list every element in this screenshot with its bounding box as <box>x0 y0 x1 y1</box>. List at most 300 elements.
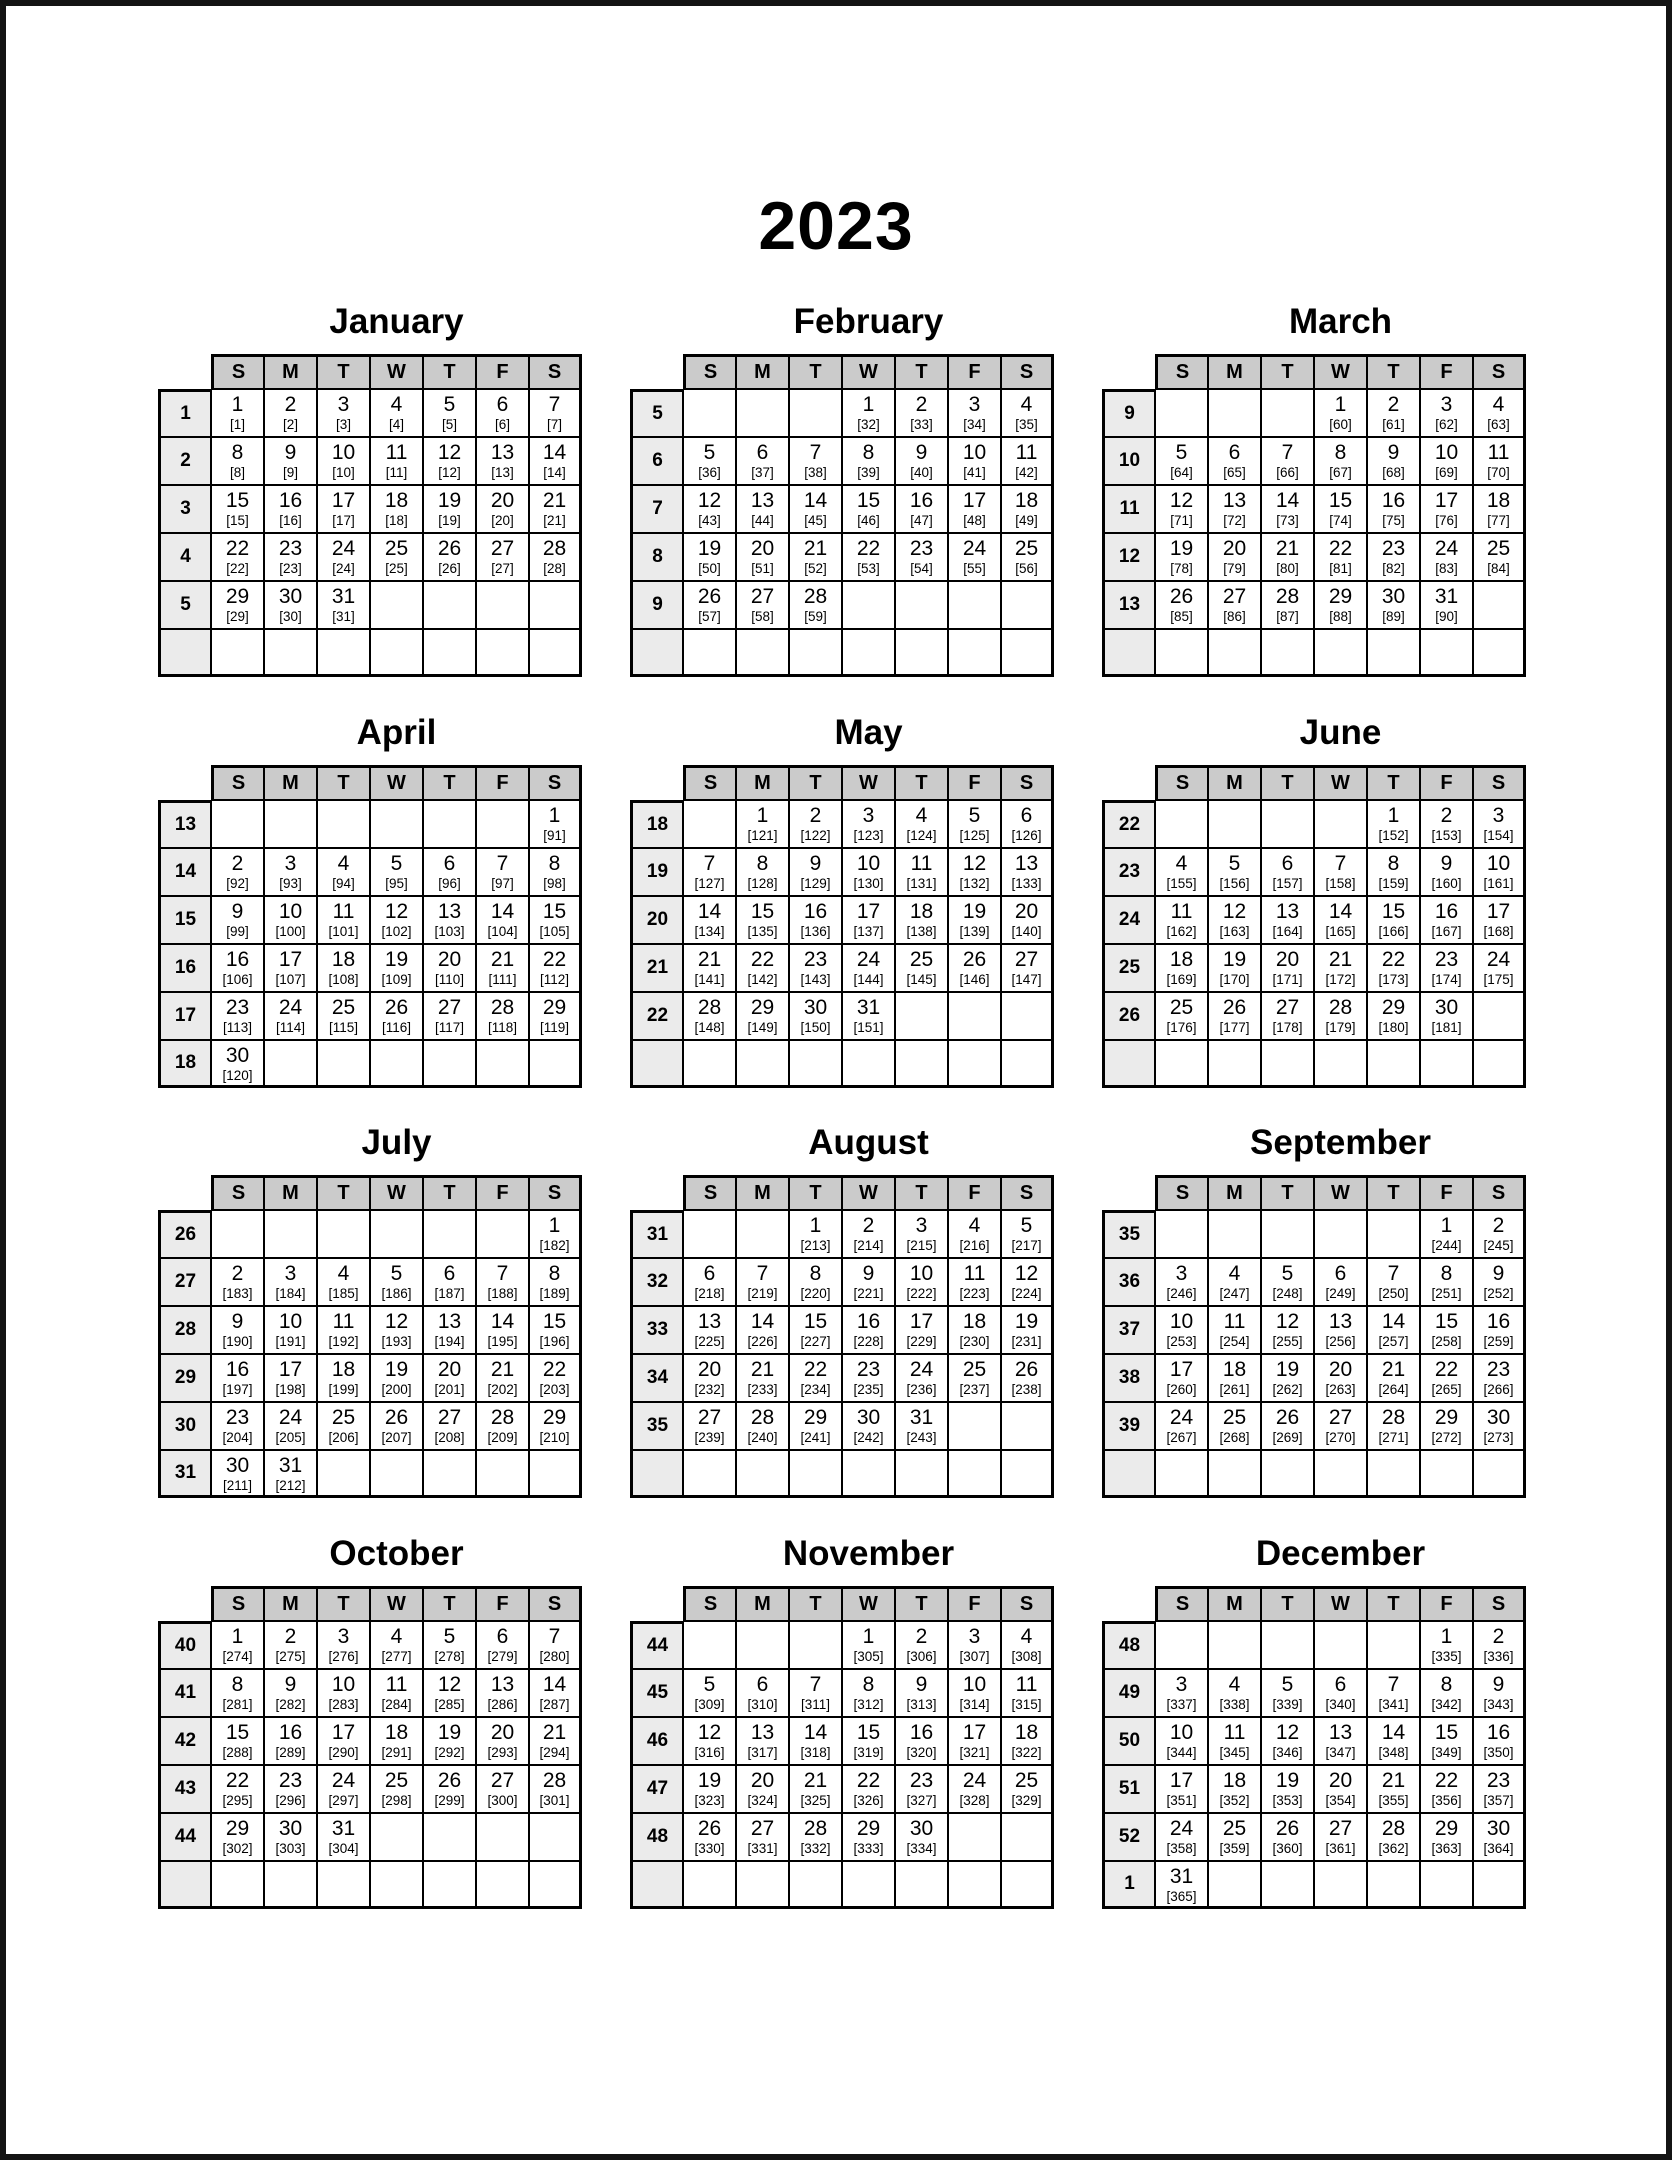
day-cell <box>317 800 370 848</box>
day-cell <box>1155 848 1208 896</box>
day-cell <box>895 1765 948 1813</box>
day-number: 16 <box>909 489 934 512</box>
day-cell <box>317 485 370 533</box>
day-cell <box>529 800 582 848</box>
day-of-year: [92] <box>226 876 249 891</box>
day-of-year: [330] <box>694 1841 725 1856</box>
day-cell <box>1473 533 1526 581</box>
day-cell <box>1155 1861 1208 1909</box>
day-of-year: [295] <box>222 1793 253 1808</box>
day-cell <box>842 1040 895 1088</box>
day-header-cell: S <box>1001 1175 1054 1210</box>
day-number: 27 <box>1275 996 1300 1019</box>
day-number: 25 <box>331 1406 356 1429</box>
day-number: 4 <box>915 804 928 827</box>
day-header-cell: F <box>948 765 1001 800</box>
day-cell <box>736 1210 789 1258</box>
day-cell <box>264 1210 317 1258</box>
corner-spacer <box>158 1586 211 1621</box>
day-cell <box>1208 485 1261 533</box>
day-cell <box>317 1402 370 1450</box>
day-cell <box>317 389 370 437</box>
day-cell <box>683 800 736 848</box>
day-of-year: [13] <box>491 465 514 480</box>
day-number: 11 <box>1223 1721 1246 1744</box>
day-cell <box>948 896 1001 944</box>
day-cell <box>476 485 529 533</box>
day-number: 7 <box>756 1262 769 1285</box>
day-cell <box>1261 992 1314 1040</box>
day-cell <box>736 1669 789 1717</box>
day-of-year: [27] <box>491 561 514 576</box>
day-of-year: [340] <box>1325 1697 1356 1712</box>
day-header-cell: T <box>895 354 948 389</box>
day-cell <box>948 1813 1001 1861</box>
day-of-year: [17] <box>332 513 355 528</box>
day-number: 14 <box>542 1673 567 1696</box>
day-cell <box>1261 1450 1314 1498</box>
day-of-year: [361] <box>1325 1841 1356 1856</box>
day-number: 19 <box>1275 1358 1300 1381</box>
day-of-year: [358] <box>1166 1841 1197 1856</box>
day-cell <box>1420 1258 1473 1306</box>
day-number: 6 <box>496 1625 509 1648</box>
day-cell <box>423 1813 476 1861</box>
day-cell <box>1314 1354 1367 1402</box>
week-number-cell: 4 <box>158 533 211 581</box>
day-cell <box>476 629 529 677</box>
day-cell <box>789 581 842 629</box>
day-cell <box>1367 437 1420 485</box>
day-of-year: [307] <box>959 1649 990 1664</box>
day-cell <box>1473 389 1526 437</box>
day-cell <box>1208 1669 1261 1717</box>
month-grid <box>1102 354 1526 677</box>
day-of-year: [19] <box>438 513 461 528</box>
day-of-year: [322] <box>1011 1745 1042 1760</box>
day-number: 5 <box>390 852 403 875</box>
day-number: 12 <box>437 1673 462 1696</box>
month-block-january <box>158 302 582 677</box>
day-number: 10 <box>909 1262 934 1285</box>
month-grid <box>1102 765 1526 1088</box>
day-of-year: [333] <box>853 1841 884 1856</box>
day-number: 30 <box>856 1406 881 1429</box>
day-number: 24 <box>1486 948 1511 971</box>
week-number-cell: 9 <box>630 581 683 629</box>
month-title: October <box>329 1534 464 1573</box>
day-number: 7 <box>703 852 716 875</box>
day-number: 23 <box>278 1769 303 1792</box>
day-cell <box>1367 1306 1420 1354</box>
day-header-cell: T <box>1367 354 1420 389</box>
week-number-cell: 36 <box>1102 1258 1155 1306</box>
day-number: 25 <box>1222 1817 1247 1840</box>
day-of-year: [175] <box>1483 972 1514 987</box>
day-cell <box>1208 1210 1261 1258</box>
day-cell <box>1473 437 1526 485</box>
day-number: 12 <box>1169 489 1194 512</box>
day-number: 3 <box>337 1625 350 1648</box>
day-cell <box>842 1450 895 1498</box>
day-of-year: [338] <box>1219 1697 1250 1712</box>
day-of-year: [292] <box>434 1745 465 1760</box>
day-cell <box>1001 1402 1054 1450</box>
day-of-year: [77] <box>1487 513 1510 528</box>
day-number: 27 <box>490 537 515 560</box>
day-of-year: [21] <box>543 513 566 528</box>
week-number-cell: 38 <box>1102 1354 1155 1402</box>
day-of-year: [301] <box>539 1793 570 1808</box>
day-number: 21 <box>1275 537 1300 560</box>
day-of-year: [352] <box>1219 1793 1250 1808</box>
day-number: 18 <box>1222 1358 1247 1381</box>
day-number: 1 <box>231 393 244 416</box>
day-of-year: [106] <box>222 972 253 987</box>
day-cell <box>1314 1258 1367 1306</box>
day-header-cell: S <box>1155 765 1208 800</box>
week-number-cell: 35 <box>630 1402 683 1450</box>
day-cell <box>1473 1717 1526 1765</box>
day-number: 29 <box>803 1406 828 1429</box>
day-cell <box>1261 485 1314 533</box>
day-number: 9 <box>1387 441 1400 464</box>
week-number-cell: 33 <box>630 1306 683 1354</box>
day-cell <box>683 533 736 581</box>
day-cell <box>317 1210 370 1258</box>
month-grid <box>630 1175 1054 1498</box>
day-number: 7 <box>1334 852 1347 875</box>
day-of-year: [233] <box>747 1382 778 1397</box>
day-of-year: [276] <box>328 1649 359 1664</box>
day-of-year: [154] <box>1483 828 1514 843</box>
day-number: 2 <box>1492 1214 1505 1237</box>
day-of-year: [266] <box>1483 1382 1514 1397</box>
day-number: 22 <box>1328 537 1353 560</box>
week-number-cell: 17 <box>158 992 211 1040</box>
day-cell <box>736 1621 789 1669</box>
day-of-year: [174] <box>1431 972 1462 987</box>
day-number: 26 <box>1169 585 1194 608</box>
day-of-year: [224] <box>1011 1286 1042 1301</box>
day-of-year: [166] <box>1378 924 1409 939</box>
day-number: 5 <box>1175 441 1188 464</box>
day-cell <box>1314 389 1367 437</box>
day-cell <box>529 1861 582 1909</box>
day-number: 26 <box>1222 996 1247 1019</box>
month-block-february <box>630 302 1054 677</box>
day-number: 3 <box>968 393 981 416</box>
day-cell <box>895 485 948 533</box>
day-of-year: [148] <box>694 1020 725 1035</box>
day-of-year: [186] <box>381 1286 412 1301</box>
day-of-year: [20] <box>491 513 514 528</box>
day-cell <box>1420 944 1473 992</box>
week-number-cell: 13 <box>1102 581 1155 629</box>
day-of-year: [238] <box>1011 1382 1042 1397</box>
day-number: 20 <box>750 537 775 560</box>
day-of-year: [28] <box>543 561 566 576</box>
day-number: 22 <box>225 1769 250 1792</box>
day-number: 3 <box>915 1214 928 1237</box>
day-cell <box>1001 629 1054 677</box>
day-cell <box>1420 848 1473 896</box>
day-of-year: [38] <box>804 465 827 480</box>
day-number: 22 <box>542 1358 567 1381</box>
day-cell <box>1367 1765 1420 1813</box>
day-cell <box>1155 1621 1208 1669</box>
day-of-year: [94] <box>332 876 355 891</box>
day-number: 28 <box>697 996 722 1019</box>
month-block-august <box>630 1123 1054 1498</box>
day-cell <box>211 992 264 1040</box>
day-cell <box>1208 1402 1261 1450</box>
day-cell <box>842 1306 895 1354</box>
day-number: 28 <box>1381 1817 1406 1840</box>
day-cell <box>895 1669 948 1717</box>
day-of-year: [223] <box>959 1286 990 1301</box>
day-header-cell: S <box>529 354 582 389</box>
day-of-year: [251] <box>1431 1286 1462 1301</box>
day-cell <box>211 1040 264 1088</box>
day-number: 25 <box>1169 996 1194 1019</box>
day-of-year: [34] <box>963 417 986 432</box>
week-number-cell: 12 <box>1102 533 1155 581</box>
day-cell <box>1473 1402 1526 1450</box>
day-number: 21 <box>490 1358 515 1381</box>
day-number: 29 <box>225 1817 250 1840</box>
day-number: 18 <box>331 948 356 971</box>
day-of-year: [89] <box>1382 609 1405 624</box>
day-number: 29 <box>542 1406 567 1429</box>
day-cell <box>842 944 895 992</box>
day-number: 20 <box>490 1721 515 1744</box>
day-cell <box>1367 896 1420 944</box>
day-of-year: [147] <box>1011 972 1042 987</box>
day-number: 27 <box>1014 948 1039 971</box>
day-header-cell: T <box>895 765 948 800</box>
day-number: 20 <box>437 1358 462 1381</box>
day-of-year: [203] <box>539 1382 570 1397</box>
day-number: 7 <box>809 441 822 464</box>
month-title: December <box>1255 1534 1426 1573</box>
corner-spacer <box>158 1175 211 1210</box>
day-cell <box>948 992 1001 1040</box>
day-of-year: [146] <box>959 972 990 987</box>
day-cell <box>842 1354 895 1402</box>
day-cell <box>683 1861 736 1909</box>
day-cell <box>317 1354 370 1402</box>
day-number: 9 <box>1440 852 1453 875</box>
day-of-year: [105] <box>539 924 570 939</box>
day-number: 3 <box>337 393 350 416</box>
day-number: 30 <box>1434 996 1459 1019</box>
day-cell <box>1314 437 1367 485</box>
day-cell <box>736 1402 789 1450</box>
day-header-cell: S <box>1473 765 1526 800</box>
day-cell <box>1473 1450 1526 1498</box>
day-of-year: [96] <box>438 876 461 891</box>
day-number: 10 <box>962 1673 987 1696</box>
day-cell <box>476 389 529 437</box>
day-cell <box>789 1402 842 1450</box>
day-header-cell: S <box>1473 354 1526 389</box>
day-number: 28 <box>490 1406 515 1429</box>
day-number: 26 <box>697 1817 722 1840</box>
day-header-cell: F <box>1420 354 1473 389</box>
day-cell <box>1155 1813 1208 1861</box>
day-of-year: [234] <box>800 1382 831 1397</box>
day-cell <box>264 1765 317 1813</box>
week-number-cell <box>158 629 211 677</box>
day-of-year: [136] <box>800 924 831 939</box>
day-cell <box>1155 1306 1208 1354</box>
day-cell <box>423 485 476 533</box>
day-number: 1 <box>756 804 769 827</box>
day-of-year: [67] <box>1329 465 1352 480</box>
day-cell <box>736 992 789 1040</box>
day-cell <box>948 1621 1001 1669</box>
day-of-year: [272] <box>1431 1430 1462 1445</box>
day-number: 23 <box>278 537 303 560</box>
day-cell <box>423 848 476 896</box>
day-number: 25 <box>1486 537 1511 560</box>
day-cell <box>317 1621 370 1669</box>
day-of-year: [165] <box>1325 924 1356 939</box>
day-cell <box>211 1354 264 1402</box>
day-of-year: [198] <box>275 1382 306 1397</box>
day-cell <box>1001 1717 1054 1765</box>
day-cell <box>370 800 423 848</box>
day-header-cell: S <box>211 1586 264 1621</box>
day-cell <box>1155 1717 1208 1765</box>
day-cell <box>211 1450 264 1498</box>
day-number: 22 <box>542 948 567 971</box>
day-number: 22 <box>1434 1769 1459 1792</box>
day-cell <box>423 1765 476 1813</box>
day-of-year: [101] <box>328 924 359 939</box>
day-cell <box>1001 1621 1054 1669</box>
day-of-year: [264] <box>1378 1382 1409 1397</box>
day-cell <box>211 485 264 533</box>
day-cell <box>529 629 582 677</box>
day-of-year: [57] <box>698 609 721 624</box>
day-cell <box>476 1765 529 1813</box>
day-number: 6 <box>703 1262 716 1285</box>
day-cell <box>1001 581 1054 629</box>
day-cell <box>842 1765 895 1813</box>
day-header-cell: T <box>789 765 842 800</box>
day-number: 12 <box>437 441 462 464</box>
day-of-year: [331] <box>747 1841 778 1856</box>
day-header-cell: S <box>529 1175 582 1210</box>
day-cell <box>1155 1040 1208 1088</box>
day-cell <box>423 1861 476 1909</box>
day-cell <box>317 1258 370 1306</box>
day-of-year: [248] <box>1272 1286 1303 1301</box>
day-of-year: [311] <box>800 1697 831 1712</box>
day-header-cell: W <box>842 1175 895 1210</box>
day-number: 2 <box>284 1625 297 1648</box>
day-cell <box>423 1210 476 1258</box>
day-of-year: [304] <box>328 1841 359 1856</box>
day-cell <box>1001 1258 1054 1306</box>
day-cell <box>476 1258 529 1306</box>
day-of-year: [73] <box>1276 513 1299 528</box>
day-number: 11 <box>963 1262 986 1285</box>
day-number: 2 <box>1492 1625 1505 1648</box>
day-cell <box>1208 896 1261 944</box>
day-number: 1 <box>548 1214 561 1237</box>
day-number: 12 <box>384 900 409 923</box>
day-of-year: [336] <box>1483 1649 1514 1664</box>
day-number: 29 <box>225 585 250 608</box>
day-cell <box>736 389 789 437</box>
day-cell <box>529 1258 582 1306</box>
month-title: July <box>361 1123 432 1162</box>
week-number-cell: 31 <box>630 1210 683 1258</box>
week-number-cell: 10 <box>1102 437 1155 485</box>
day-of-year: [245] <box>1483 1238 1514 1253</box>
day-number: 4 <box>337 852 350 875</box>
day-cell <box>683 1621 736 1669</box>
day-number: 3 <box>1175 1673 1188 1696</box>
day-number: 4 <box>1020 393 1033 416</box>
day-cell <box>370 1258 423 1306</box>
month-block-december <box>1102 1534 1526 1909</box>
day-number: 11 <box>332 1310 355 1333</box>
day-number: 9 <box>915 441 928 464</box>
day-of-year: [270] <box>1325 1430 1356 1445</box>
day-of-year: [24] <box>332 561 355 576</box>
day-cell <box>1155 581 1208 629</box>
day-cell <box>476 1306 529 1354</box>
day-number: 20 <box>1275 948 1300 971</box>
day-number: 16 <box>225 948 250 971</box>
day-cell <box>895 848 948 896</box>
day-of-year: [332] <box>800 1841 831 1856</box>
day-cell <box>1367 581 1420 629</box>
day-of-year: [37] <box>751 465 774 480</box>
day-cell <box>1261 581 1314 629</box>
day-cell <box>1367 1669 1420 1717</box>
day-number: 14 <box>803 489 828 512</box>
day-cell <box>895 896 948 944</box>
day-header-cell: S <box>529 1586 582 1621</box>
day-cell <box>842 1258 895 1306</box>
day-number: 29 <box>1434 1817 1459 1840</box>
day-number: 26 <box>1275 1406 1300 1429</box>
day-of-year: [191] <box>275 1334 306 1349</box>
day-of-year: [95] <box>385 876 408 891</box>
day-cell <box>317 1813 370 1861</box>
day-of-year: [335] <box>1431 1649 1462 1664</box>
day-number: 21 <box>1381 1358 1406 1381</box>
day-of-year: [156] <box>1219 876 1250 891</box>
day-cell <box>1367 1258 1420 1306</box>
day-number: 31 <box>278 1454 303 1477</box>
day-cell <box>211 1717 264 1765</box>
day-cell <box>1208 992 1261 1040</box>
day-number: 4 <box>1492 393 1505 416</box>
day-of-year: [214] <box>853 1238 884 1253</box>
day-header-cell: S <box>211 354 264 389</box>
day-cell <box>1420 1669 1473 1717</box>
day-number: 28 <box>1275 585 1300 608</box>
day-header-cell: W <box>842 1586 895 1621</box>
day-cell <box>1314 1717 1367 1765</box>
day-of-year: [285] <box>434 1697 465 1712</box>
